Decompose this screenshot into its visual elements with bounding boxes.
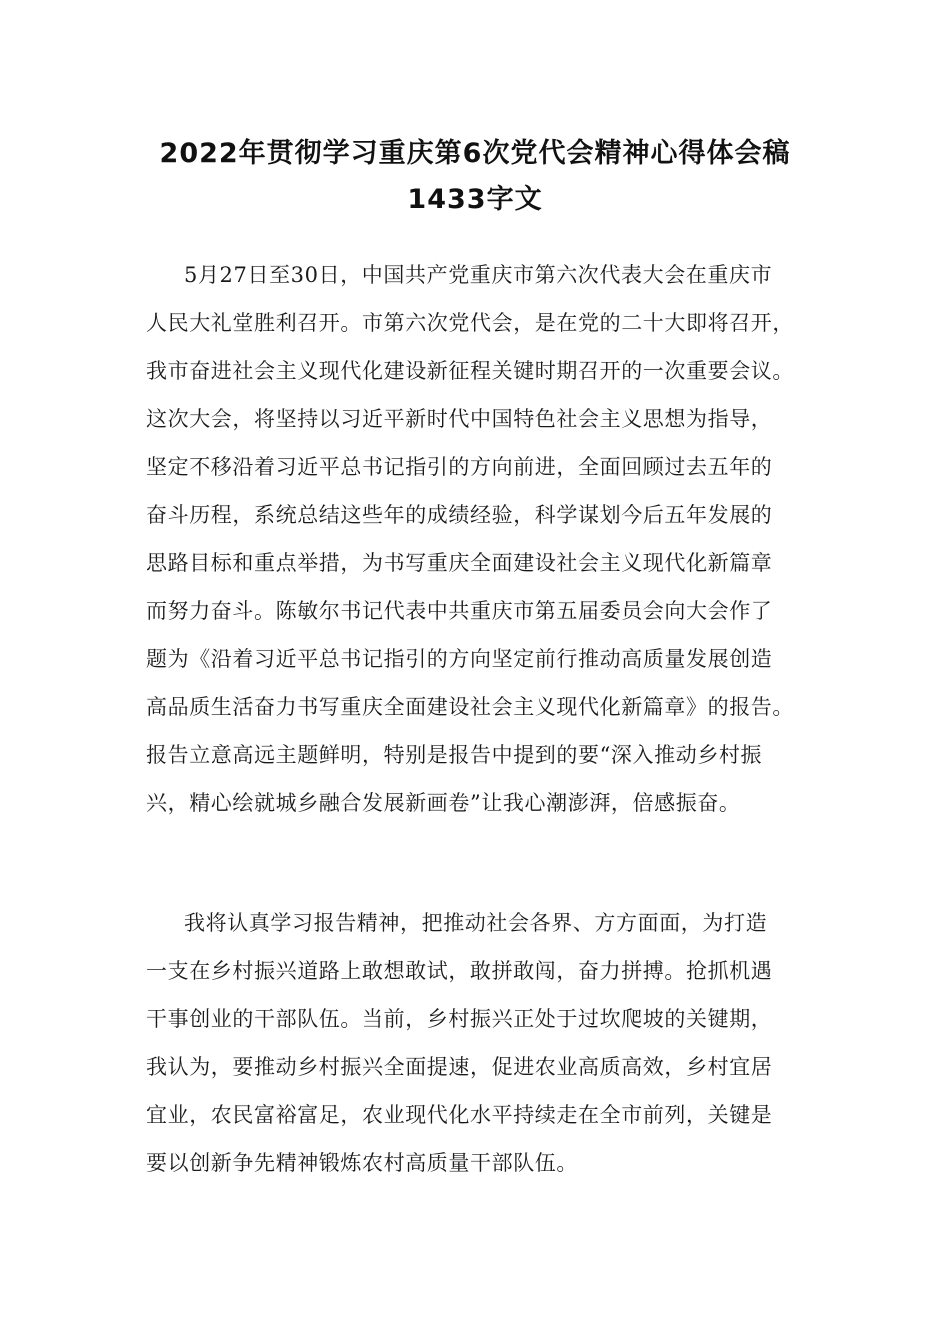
document-title-line-1: 2022年贯彻学习重庆第6次党代会精神心得体会稿 <box>159 138 791 169</box>
paragraph-line: 兴，精心绘就城乡融合发展新画卷”让我心潮澎湃，倍感振奋。 <box>146 791 741 815</box>
paragraph-line: 思路目标和重点举措，为书写重庆全面建设社会主义现代化新篇章 <box>146 551 773 575</box>
paragraph-line: 5月27日至30日，中国共产党重庆市第六次代表大会在重庆市 <box>184 263 773 287</box>
paragraph-line: 奋斗历程，系统总结这些年的成绩经验，科学谋划今后五年发展的 <box>146 503 773 527</box>
paragraph-line: 人民大礼堂胜利召开。市第六次党代会，是在党的二十大即将召开， <box>146 311 794 335</box>
paragraph-line: 干事创业的干部队伍。当前，乡村振兴正处于过坎爬坡的关键期， <box>146 1007 773 1031</box>
paragraph-line: 报告立意高远主题鲜明，特别是报告中提到的要“深入推动乡村振 <box>146 743 763 767</box>
paragraph-line: 我将认真学习报告精神，把推动社会各界、方方面面，为打造 <box>184 911 768 935</box>
paragraph-line: 宜业，农民富裕富足，农业现代化水平持续走在全市前列，关键是 <box>146 1103 773 1127</box>
paragraph-line: 高品质生活奋力书写重庆全面建设社会主义现代化新篇章》的报告。 <box>146 695 794 719</box>
paragraph-line: 而努力奋斗。陈敏尔书记代表中共重庆市第五届委员会向大会作了 <box>146 599 773 623</box>
paragraph-line: 要以创新争先精神锻炼农村高质量干部队伍。 <box>146 1151 578 1175</box>
paragraph-line: 一支在乡村振兴道路上敢想敢试，敢拼敢闯，奋力拼搏。抢抓机遇 <box>146 959 773 983</box>
paragraph-line: 题为《沿着习近平总书记指引的方向坚定前行推动高质量发展创造 <box>146 647 773 671</box>
paragraph-line: 我市奋进社会主义现代化建设新征程关键时期召开的一次重要会议。 <box>146 359 794 383</box>
paragraph-line: 坚定不移沿着习近平总书记指引的方向前进，全面回顾过去五年的 <box>146 455 773 479</box>
paragraph-line: 我认为，要推动乡村振兴全面提速，促进农业高质高效，乡村宜居 <box>146 1055 773 1079</box>
paragraph-line: 这次大会，将坚持以习近平新时代中国特色社会主义思想为指导， <box>146 407 773 431</box>
document-title-line-2: 1433字文 <box>407 184 543 215</box>
